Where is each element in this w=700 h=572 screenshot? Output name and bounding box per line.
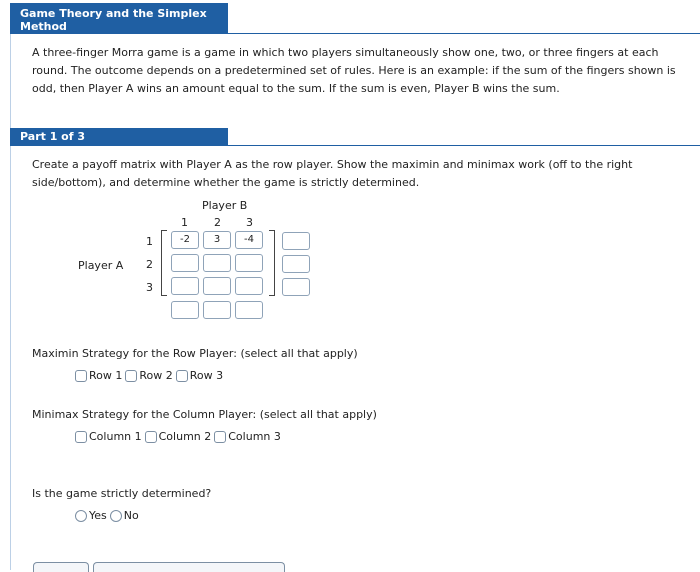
strict-no-label[interactable]: No: [123, 509, 139, 522]
instruction-line-2: side/bottom), and determine whether the game is strictly determined.: [32, 176, 420, 189]
section-header: [10, 3, 228, 34]
maximin-row1-label[interactable]: Row 1: [89, 369, 123, 382]
row-min-2[interactable]: [282, 255, 310, 273]
instruction-line-1: Create a payoff matrix with Player A as the row player. Show the maximin and minimax work (off to the right: [32, 158, 633, 171]
row-label-1: 1: [146, 235, 153, 248]
submit-button[interactable]: [33, 562, 89, 572]
row-min-3[interactable]: [282, 278, 310, 296]
intro-line-1: A three-finger Morra game is a game in which two players simultaneously show one, two, or three fingers at each: [32, 46, 659, 59]
strict-yes-label[interactable]: Yes: [89, 509, 107, 522]
row-player-label: Player A: [78, 259, 124, 272]
minimax-col3-checkbox[interactable]: [214, 431, 226, 443]
maximin-options: [75, 369, 223, 383]
minimax-options: [75, 430, 281, 444]
row-label-3: 3: [146, 281, 153, 294]
col-max-2[interactable]: [203, 301, 231, 319]
minimax-col1-label[interactable]: Column 1: [89, 430, 142, 443]
maximin-row1-checkbox[interactable]: [75, 370, 87, 382]
column-label-3: 3: [246, 216, 253, 229]
section-title-line2: Method: [20, 20, 67, 33]
section-header-rule: [10, 33, 700, 34]
strict-question: Is the game strictly determined?: [32, 487, 212, 500]
column-label-1: 1: [181, 216, 188, 229]
matrix-cell-1-2[interactable]: 3: [203, 231, 231, 249]
strict-options: [75, 509, 139, 523]
maximin-row3-label[interactable]: Row 3: [189, 369, 224, 382]
minimax-col3-label[interactable]: Column 3: [228, 430, 281, 443]
col-max-1[interactable]: [171, 301, 199, 319]
minimax-question: Minimax Strategy for the Column Player: (select all that apply): [32, 408, 377, 421]
matrix-cell-2-2[interactable]: [203, 254, 231, 272]
row-min-1[interactable]: [282, 232, 310, 250]
strict-yes-radio[interactable]: [75, 510, 87, 522]
matrix-cell-1-1[interactable]: -2: [171, 231, 199, 249]
minimax-col2-label[interactable]: Column 2: [158, 430, 212, 443]
maximin-row2-label[interactable]: Row 2: [139, 369, 173, 382]
row-label-2: 2: [146, 258, 153, 271]
column-label-2: 2: [214, 216, 221, 229]
maximin-row3-checkbox[interactable]: [176, 370, 188, 382]
left-border: [10, 34, 11, 570]
column-player-label: Player B: [202, 199, 248, 212]
matrix-left-bracket: [161, 230, 167, 296]
maximin-question: Maximin Strategy for the Row Player: (select all that apply): [32, 347, 358, 360]
matrix-cell-3-1[interactable]: [171, 277, 199, 295]
matrix-cell-3-2[interactable]: [203, 277, 231, 295]
matrix-cell-1-3[interactable]: -4: [235, 231, 263, 249]
part-header: Part 1 of 3: [10, 128, 228, 145]
intro-line-3: odd, then Player A wins an amount equal to the sum. If the sum is even, Player B wins the sum.: [32, 82, 560, 95]
matrix-cell-3-3[interactable]: [235, 277, 263, 295]
minimax-col2-checkbox[interactable]: [145, 431, 157, 443]
maximin-row2-checkbox[interactable]: [125, 370, 137, 382]
matrix-cell-2-3[interactable]: [235, 254, 263, 272]
matrix-cell-2-1[interactable]: [171, 254, 199, 272]
intro-line-2: round. The outcome depends on a predetermined set of rules. Here is an example: if the sum of the fingers shown is: [32, 64, 676, 77]
secondary-button[interactable]: [93, 562, 285, 572]
section-title-line1: Game Theory and the Simplex: [20, 7, 207, 20]
part-header-rule: [10, 145, 700, 146]
minimax-col1-checkbox[interactable]: [75, 431, 87, 443]
matrix-right-bracket: [269, 230, 275, 296]
strict-no-radio[interactable]: [110, 510, 122, 522]
col-max-3[interactable]: [235, 301, 263, 319]
